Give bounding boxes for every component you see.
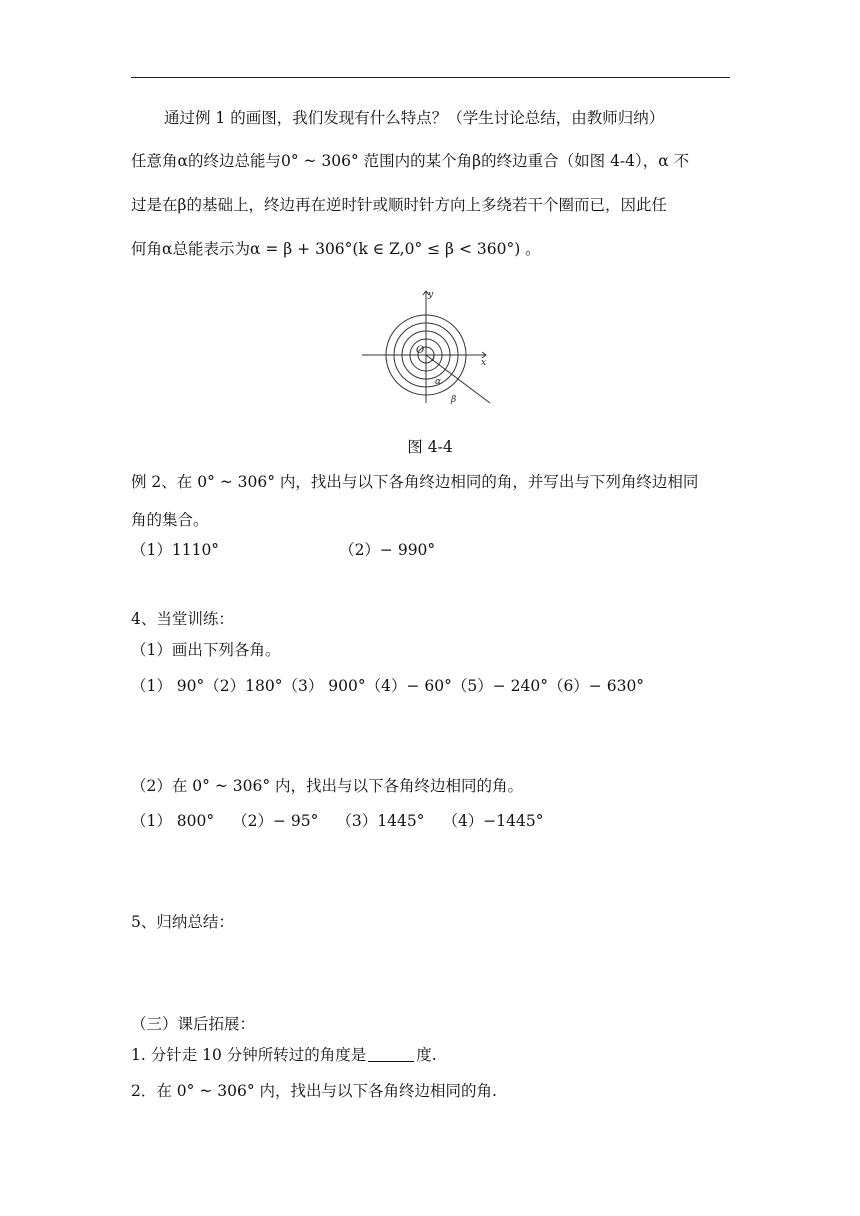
question-line: （1）画出下列各角。	[131, 641, 281, 659]
question-item: （1） 800°	[131, 812, 215, 830]
example-items	[131, 540, 435, 560]
question-items	[131, 811, 543, 831]
example-line: 例 2、在 0° ~ 306° 内，找出与以下各角终边相同的角，并写出与下列角终边相同	[131, 473, 699, 491]
answer-blank[interactable]	[368, 1046, 414, 1062]
paragraph-line: 过是在β的基础上，终边再在逆时针或顺时针方向上多绕若干个圈而已，因此任	[131, 196, 667, 214]
figure-caption: 图 4-4	[407, 438, 453, 456]
axis-label-x: x	[481, 358, 487, 368]
example-line: 角的集合。	[131, 511, 209, 529]
example-item: （2）− 990°	[339, 541, 436, 559]
exercise-text: 1. 分针走 10 分钟所转过的角度是	[131, 1046, 367, 1064]
question-line: （2）在 0° ~ 306° 内，找出与以下各角终边相同的角。	[131, 777, 524, 795]
question-item: （4）−1445°	[442, 812, 544, 830]
example-item: （1）1110°	[131, 541, 220, 559]
axis-label-y: y	[428, 290, 434, 300]
origin-label: O	[416, 345, 425, 356]
paragraph-line: 任意角α的终边总能与0° ~ 306° 范围内的某个角β的终边重合（如图 4-4），α 不	[131, 152, 690, 170]
section-title: 4、当堂训练：	[131, 610, 234, 628]
beta-label: β	[451, 395, 457, 405]
header-rule	[131, 77, 730, 78]
question-item: （3）1445°	[336, 812, 425, 830]
exercise-line: 2．在 0° ~ 306° 内，找出与以下各角终边相同的角.	[131, 1082, 497, 1100]
exercise-line	[131, 1045, 437, 1065]
question-items: （1） 90°（2）180°（3） 900°（4）− 60°（5）− 240°（6）− 630°	[131, 677, 645, 695]
exercise-text: 度.	[416, 1046, 437, 1064]
paragraph-line: 通过例 1 的画图，我们发现有什么特点？（学生讨论总结，由教师归纳）	[164, 109, 665, 127]
section-title: 5、归纳总结：	[131, 913, 234, 931]
paragraph-line: 何角α总能表示为α = β + 306°(k ∈ Z,0° ≤ β < 360°) 。	[131, 240, 541, 258]
question-item: （2）− 95°	[232, 812, 319, 830]
section-title: （三）课后拓展：	[131, 1015, 256, 1033]
spiral-angle-figure	[362, 285, 492, 405]
alpha-label: α	[435, 377, 442, 387]
